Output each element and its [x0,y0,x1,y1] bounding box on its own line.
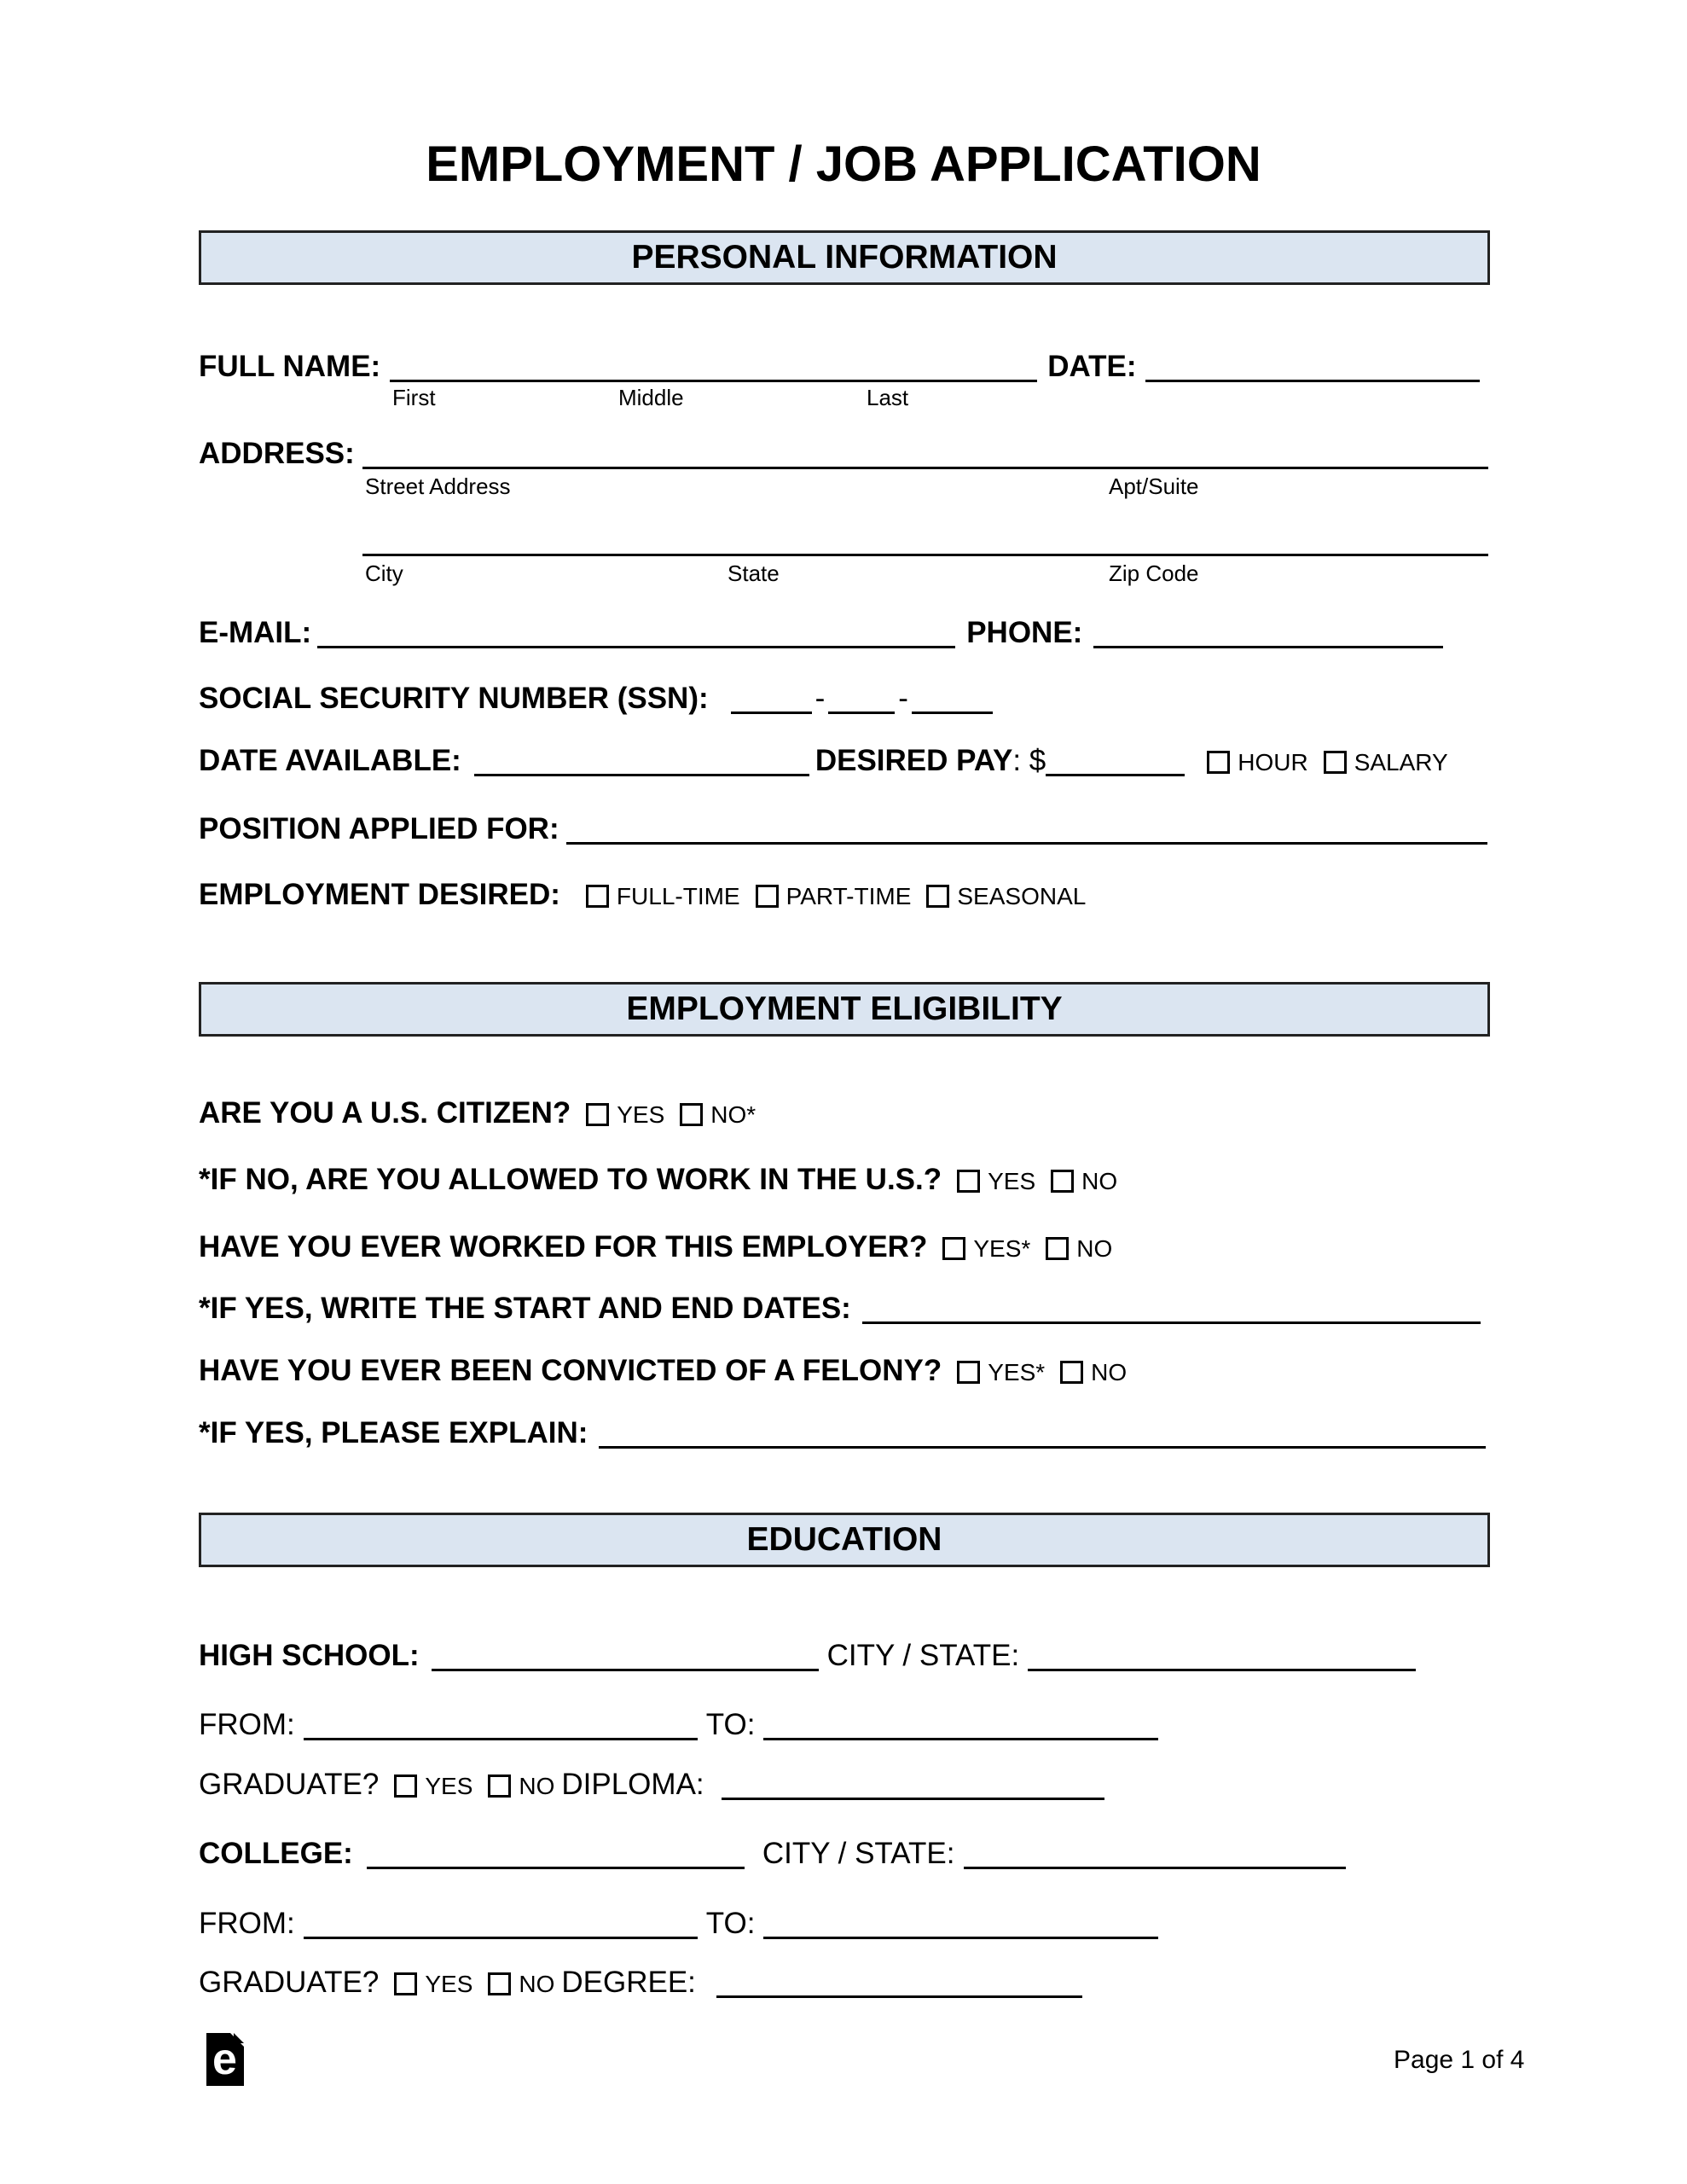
degree-label: DEGREE: [561,1966,696,1999]
citizen-yes-label: YES [617,1101,665,1128]
date-line[interactable] [1145,375,1480,382]
worked-no-checkbox[interactable] [1046,1237,1069,1260]
worked-question-label: HAVE YOU EVER WORKED FOR THIS EMPLOYER? [199,1230,928,1263]
citizen-yes-checkbox[interactable] [586,1103,609,1126]
college-from-to-row [199,1905,1158,1943]
hs-graduate-no-label: NO [519,1773,555,1799]
address-row-2 [199,522,1488,560]
phone-label: PHONE: [966,616,1083,649]
allowed-question-row [199,1161,1117,1200]
college-graduate-no-label: NO [519,1971,555,1997]
citizen-no-label: NO* [710,1101,757,1128]
city-state-zip-line[interactable] [362,549,1488,556]
position-label: POSITION APPLIED FOR: [199,812,559,845]
felony-yes-checkbox[interactable] [957,1361,980,1384]
citizen-no-checkbox[interactable] [680,1103,703,1126]
ssn-dash-1: - [815,682,826,715]
hs-from-line[interactable] [304,1733,698,1740]
hs-from-to-row [199,1706,1158,1744]
hour-checkbox-label: HOUR [1238,749,1308,775]
felony-no-checkbox[interactable] [1060,1361,1083,1384]
diploma-label: DIPLOMA: [561,1768,704,1801]
hs-graduate-no-checkbox[interactable] [488,1774,511,1798]
date-label: DATE: [1047,350,1137,383]
hs-to-label: TO: [705,1708,756,1741]
ssn-row [199,680,993,717]
full-name-label: FULL NAME: [199,350,381,383]
college-graduate-yes-checkbox[interactable] [394,1972,417,1995]
worked-question-row [199,1228,1112,1268]
page-title: EMPLOYMENT / JOB APPLICATION [426,136,1261,192]
hs-city-state-line[interactable] [1028,1664,1416,1671]
diploma-line[interactable] [722,1792,1104,1800]
hs-city-state-label: CITY / STATE: [826,1639,1020,1672]
felony-question-row [199,1352,1127,1391]
college-graduate-label: GRADUATE? [199,1966,380,1999]
ssn-part3-line[interactable] [912,706,993,714]
full-name-row [199,348,1480,386]
seasonal-checkbox[interactable] [926,885,949,908]
desired-pay-line[interactable] [1046,769,1185,776]
email-phone-row [199,614,1443,652]
name-last-sublabel: Last [867,385,909,410]
date-available-label: DATE AVAILABLE: [199,744,461,777]
start-end-dates-row [199,1290,1481,1327]
date-available-line[interactable] [474,769,809,776]
ssn-part2-line[interactable] [828,706,895,714]
hs-from-label: FROM: [199,1708,295,1741]
high-school-line[interactable] [432,1664,819,1671]
part-time-checkbox-label: PART-TIME [786,883,912,909]
seasonal-checkbox-label: SEASONAL [957,883,1087,909]
hs-to-line[interactable] [763,1733,1158,1740]
allowed-no-label: NO [1081,1168,1118,1194]
college-row [199,1835,1346,1873]
page-number: Page 1 of 4 [1394,2046,1525,2074]
desired-pay-prefix: : $ [1012,744,1046,777]
section-header-education: EDUCATION [199,1513,1490,1567]
worked-no-label: NO [1076,1235,1113,1262]
start-end-dates-line[interactable] [862,1316,1481,1324]
salary-checkbox-label: SALARY [1354,749,1448,775]
email-label: E-MAIL: [199,616,312,649]
college-to-label: TO: [705,1907,756,1940]
felony-yes-label: YES* [988,1359,1046,1385]
high-school-label: HIGH SCHOOL: [199,1639,420,1672]
college-from-label: FROM: [199,1907,295,1940]
college-city-state-line[interactable] [964,1862,1346,1869]
hs-graduate-yes-checkbox[interactable] [394,1774,417,1798]
full-name-line[interactable] [390,375,1037,382]
college-from-line[interactable] [304,1931,698,1939]
hs-graduate-row [199,1766,1104,1805]
position-line[interactable] [566,837,1487,845]
college-graduate-yes-label: YES [425,1971,473,1997]
full-time-checkbox-label: FULL-TIME [616,883,740,909]
address-row [199,435,1488,473]
state-sublabel: State [728,561,780,586]
street-address-sublabel: Street Address [365,473,511,499]
hs-graduate-label: GRADUATE? [199,1768,380,1801]
allowed-no-checkbox[interactable] [1051,1170,1074,1193]
worked-yes-checkbox[interactable] [942,1237,965,1260]
citizen-question-label: ARE YOU A U.S. CITIZEN? [199,1096,571,1130]
worked-yes-label: YES* [973,1235,1031,1262]
date-available-pay-row [199,742,1448,781]
ssn-dash-2: - [898,682,908,715]
part-time-checkbox[interactable] [756,885,779,908]
allowed-question-label: *IF NO, ARE YOU ALLOWED TO WORK IN THE U.S.? [199,1163,942,1196]
college-graduate-row [199,1964,1082,2003]
degree-line[interactable] [716,1990,1082,1998]
college-to-line[interactable] [763,1931,1158,1939]
section-header-eligibility: EMPLOYMENT ELIGIBILITY [199,982,1490,1037]
college-graduate-no-checkbox[interactable] [488,1972,511,1995]
street-address-line[interactable] [362,462,1488,469]
position-row [199,810,1487,848]
employment-desired-row [199,876,1086,915]
felony-explain-line[interactable] [599,1441,1486,1449]
hs-graduate-yes-label: YES [425,1773,473,1799]
hour-checkbox[interactable] [1207,751,1230,774]
felony-explain-row [199,1414,1486,1452]
eforms-logo-letter: e [212,2035,237,2084]
ssn-part1-line[interactable] [731,706,812,714]
address-label: ADDRESS: [199,437,355,470]
citizen-question-row [199,1095,756,1134]
name-first-sublabel: First [392,385,436,410]
apt-suite-sublabel: Apt/Suite [1109,473,1199,499]
name-middle-sublabel: Middle [618,385,684,410]
full-time-checkbox[interactable] [586,885,609,908]
college-city-state-label: CITY / STATE: [762,1837,955,1870]
ssn-label: SOCIAL SECURITY NUMBER (SSN): [199,682,709,715]
zip-code-sublabel: Zip Code [1109,561,1199,586]
high-school-row [199,1637,1416,1675]
city-sublabel: City [365,561,403,586]
start-end-dates-label: *IF YES, WRITE THE START AND END DATES: [199,1292,851,1325]
allowed-yes-label: YES [988,1168,1036,1194]
felony-question-label: HAVE YOU EVER BEEN CONVICTED OF A FELONY? [199,1354,942,1387]
college-label: COLLEGE: [199,1837,353,1870]
allowed-yes-checkbox[interactable] [957,1170,980,1193]
email-line[interactable] [317,641,955,648]
section-header-personal: PERSONAL INFORMATION [199,230,1490,285]
employment-desired-label: EMPLOYMENT DESIRED: [199,878,560,911]
college-line[interactable] [367,1862,745,1869]
eforms-logo [206,2033,244,2086]
felony-explain-label: *IF YES, PLEASE EXPLAIN: [199,1416,588,1449]
felony-no-label: NO [1091,1359,1128,1385]
phone-line[interactable] [1093,641,1443,648]
salary-checkbox[interactable] [1324,751,1347,774]
desired-pay-label: DESIRED PAY [815,744,1013,777]
